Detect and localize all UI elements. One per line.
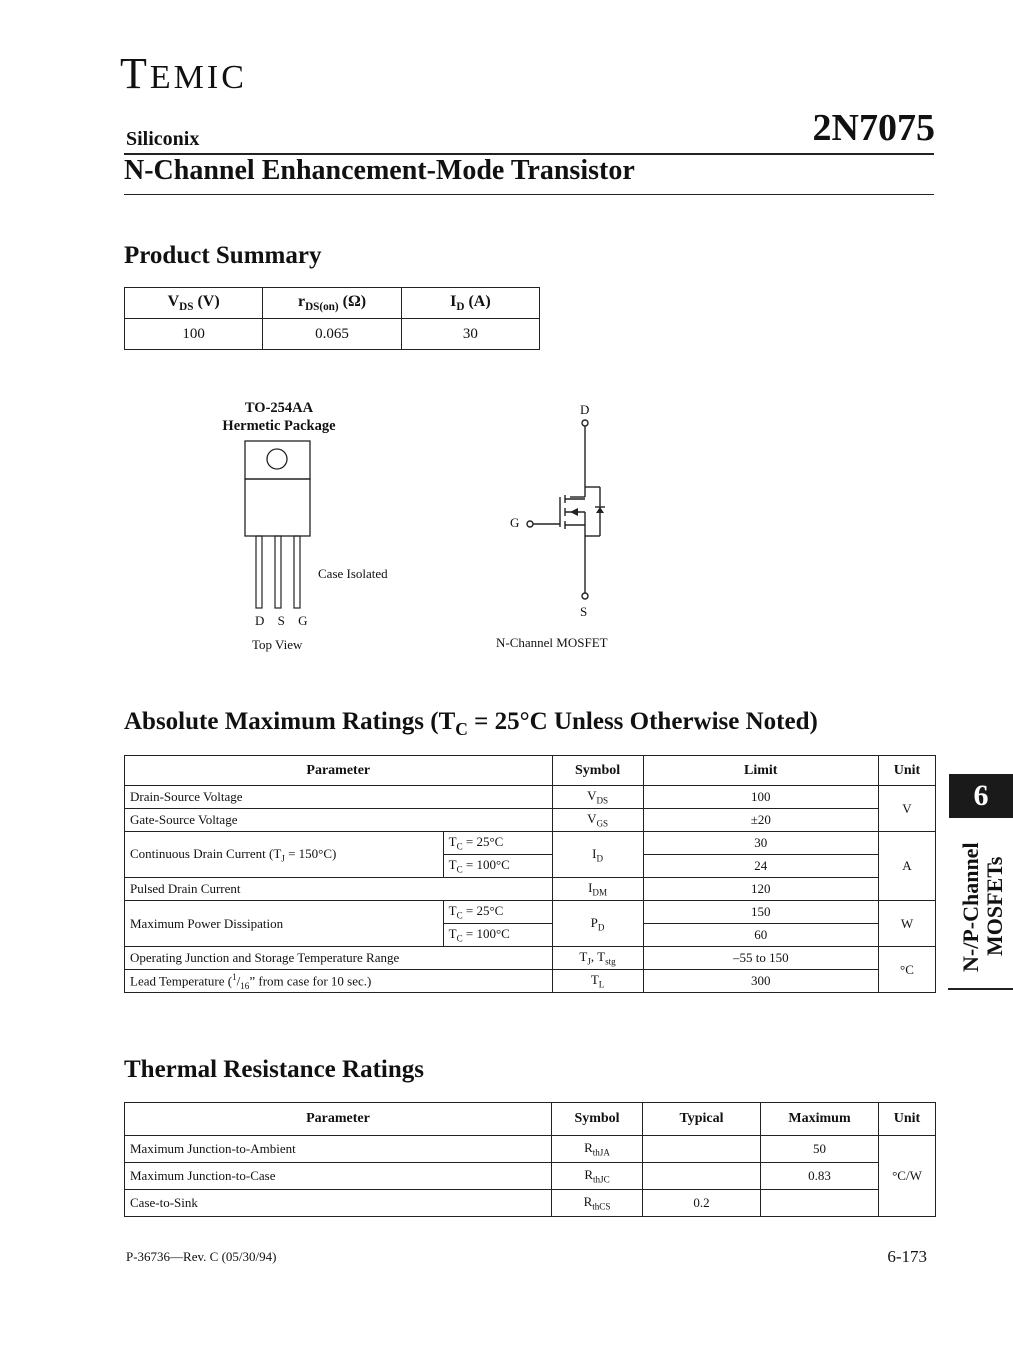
amr-header-parameter: Parameter bbox=[125, 756, 553, 786]
amr-header-unit: Unit bbox=[878, 756, 935, 786]
mosfet-caption: N-Channel MOSFET bbox=[496, 635, 608, 650]
ps-value-vds: 100 bbox=[125, 319, 263, 350]
mosfet-symbol bbox=[520, 415, 620, 605]
thr-header-unit: Unit bbox=[879, 1103, 936, 1136]
thermal-heading: Thermal Resistance Ratings bbox=[124, 1056, 424, 1083]
package-drawing bbox=[240, 438, 320, 613]
svg-text:MOSFETs: MOSFETs bbox=[982, 856, 1007, 956]
table-row: $T_C = 100^\circ C$ 60 bbox=[125, 924, 936, 947]
drain-label: D bbox=[580, 402, 590, 417]
case-isolated-note: Case Isolated bbox=[318, 566, 388, 581]
thr-header-typical: Typical bbox=[643, 1103, 761, 1136]
ps-value-id: 30 bbox=[401, 319, 539, 350]
ps-header-id: $I_D$ (A) bbox=[401, 288, 539, 319]
pin-labels: D S G bbox=[255, 613, 313, 628]
package-name: TO-254AA bbox=[244, 400, 314, 416]
package-type: Hermetic Package bbox=[222, 418, 336, 434]
table-row: Maximum Power Dissipation $T_C = 25^\circ C$ $P_D$ 150 W bbox=[125, 901, 936, 924]
part-number: 2N7075 bbox=[812, 107, 935, 149]
product-summary-table bbox=[124, 287, 540, 350]
amr-header-symbol: Symbol bbox=[552, 756, 643, 786]
subbrand: Siliconix bbox=[126, 128, 200, 150]
thr-header-maximum: Maximum bbox=[761, 1103, 879, 1136]
product-summary-heading: Product Summary bbox=[124, 242, 322, 269]
source-label: S bbox=[580, 604, 588, 619]
brand-logo: TEMIC bbox=[120, 49, 247, 98]
abs-max-table bbox=[124, 755, 936, 993]
table-row: Operating Junction and Storage Temperature Range $T_J$, $T_{stg}$ –55 to 150 °C bbox=[125, 947, 936, 970]
document-revision: P-36736—Rev. C (05/30/94) bbox=[126, 1249, 277, 1264]
ps-value-rds: 0.065 bbox=[263, 319, 402, 350]
table-row: Maximum Junction-to-Case $R_{thJC}$ 0.83 bbox=[125, 1163, 936, 1190]
table-row: Continuous Drain Current $(T_J = 150^\circ C)$ $T_C = 25^\circ C$ $I_D$ 30 A bbox=[125, 832, 936, 855]
section-tab-number: 6 bbox=[949, 774, 1013, 818]
table-row: Drain-Source Voltage $V_{DS}$ 100 V bbox=[125, 786, 936, 809]
section-tab-label bbox=[950, 832, 1013, 974]
thermal-table bbox=[124, 1102, 936, 1217]
table-row: Case-to-Sink $R_{thCS}$ 0.2 bbox=[125, 1190, 936, 1217]
gate-label: G bbox=[510, 515, 520, 530]
section-tab-rule bbox=[948, 988, 1013, 990]
table-row: Gate-Source Voltage $V_{GS}$ ±20 bbox=[125, 809, 936, 832]
table-row: Lead Temperature ($^1/_{16}$” from case for 10 sec.) $T_L$ 300 bbox=[125, 970, 936, 993]
page-title: N-Channel Enhancement-Mode Transistor bbox=[124, 155, 635, 186]
amr-header-limit: Limit bbox=[643, 756, 878, 786]
thr-header-parameter: Parameter bbox=[125, 1103, 552, 1136]
thr-header-symbol: Symbol bbox=[552, 1103, 643, 1136]
ps-header-vds: $V_{DS}$ (V) bbox=[125, 288, 263, 319]
page-number: 6-173 bbox=[887, 1247, 927, 1266]
abs-max-heading: Absolute Maximum Ratings ($T_C = 25^\circ C$ Unless Otherwise Noted) bbox=[124, 708, 818, 739]
top-view-label: Top View bbox=[252, 637, 303, 652]
table-row: $T_C = 100^\circ C$ 24 bbox=[125, 855, 936, 878]
table-row: Maximum Junction-to-Ambient $R_{thJA}$ 50 °C/W bbox=[125, 1136, 936, 1163]
title-rule bbox=[124, 194, 934, 195]
ps-header-rds: $r_{DS(on)}$ (Ω) bbox=[263, 288, 402, 319]
table-row: Pulsed Drain Current $I_{DM}$ 120 bbox=[125, 878, 936, 901]
svg-text:N-/P-Channel: N-/P-Channel bbox=[958, 842, 983, 972]
